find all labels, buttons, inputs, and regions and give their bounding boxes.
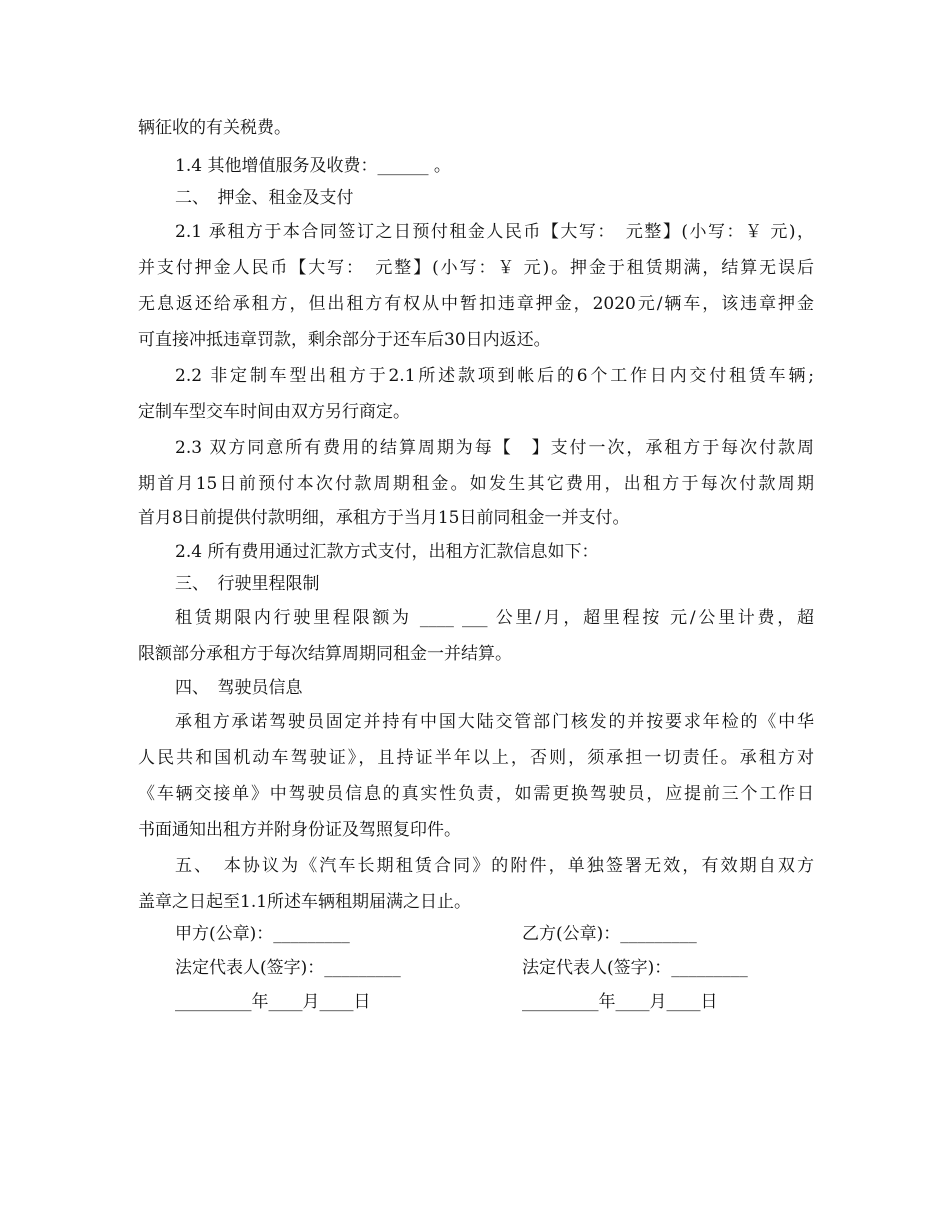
paragraph-line: 五、 本协议为《汽车长期租赁合同》的附件，单独签署无效，有效期自双方 [175, 856, 814, 876]
section-heading: 四、 驾驶员信息 [175, 678, 303, 698]
party-b-seal-field: 乙方(公章)：_________ [522, 924, 697, 944]
paragraph-line: 2.3 双方同意所有费用的结算周期为每【 】支付一次，承租方于每次付款周 [175, 438, 814, 458]
paragraph-line: 首月8日前提供付款明细，承租方于当月15日前同租金一并支付。 [138, 508, 630, 528]
paragraph-line: 2.1 承租方于本合同签订之日预付租金人民币【大写： 元整】(小写：￥ 元)， [175, 222, 814, 242]
paragraph-line: 人民共和国机动车驾驶证》，且持证半年以上，否则，须承担一切责任。承租方对 [138, 748, 814, 768]
paragraph-line: 1.4 其他增值服务及收费：______ 。 [175, 156, 451, 176]
paragraph-line: 2.4 所有费用通过汇款方式支付，出租方汇款信息如下： [175, 542, 599, 562]
paragraph-line: 并支付押金人民币【大写： 元整】(小写：￥ 元)。押金于租赁期满，结算无误后 [138, 258, 814, 278]
party-a-date-field: _________年____月____日 [175, 992, 371, 1012]
paragraph-line: 书面通知出租方并附身份证及驾照复印件。 [138, 820, 461, 840]
paragraph-line: 2.2 非定制车型出租方于2.1所述款项到帐后的6个工作日内交付租赁车辆; [175, 366, 814, 386]
section-heading: 二、 押金、租金及支付 [175, 188, 354, 208]
paragraph-line: 租赁期限内行驶里程限额为 ____ ___ 公里/月，超里程按 元/公里计费，超 [175, 608, 814, 628]
section-heading: 三、 行驶里程限制 [175, 574, 320, 594]
paragraph-line: 盖章之日起至1.1所述车辆租期届满之日止。 [138, 892, 472, 912]
party-b-date-field: _________年____月____日 [522, 992, 718, 1012]
paragraph-line: 辆征收的有关税费。 [138, 118, 291, 138]
paragraph-line: 无息返还给承租方，但出租方有权从中暂扣违章押金，2020元/辆车，该违章押金 [138, 294, 814, 314]
party-b-representative-field: 法定代表人(签字)：_________ [522, 958, 748, 978]
party-a-seal-field: 甲方(公章)：_________ [175, 924, 350, 944]
paragraph-line: 可直接冲抵违章罚款，剩余部分于还车后30日内返还。 [138, 330, 551, 350]
party-a-representative-field: 法定代表人(签字)：_________ [175, 958, 401, 978]
paragraph-line: 限额部分承租方于每次结算周期同租金一并结算。 [138, 644, 512, 664]
paragraph-line: 期首月15日前预付本次付款周期租金。如发生其它费用，出租方于每次付款周期 [138, 474, 814, 494]
paragraph-line: 承租方承诺驾驶员固定并持有中国大陆交管部门核发的并按要求年检的《中华 [175, 712, 814, 732]
paragraph-line: 《车辆交接单》中驾驶员信息的真实性负责，如需更换驾驶员，应提前三个工作日 [138, 784, 814, 804]
paragraph-line: 定制车型交车时间由双方另行商定。 [138, 402, 410, 422]
